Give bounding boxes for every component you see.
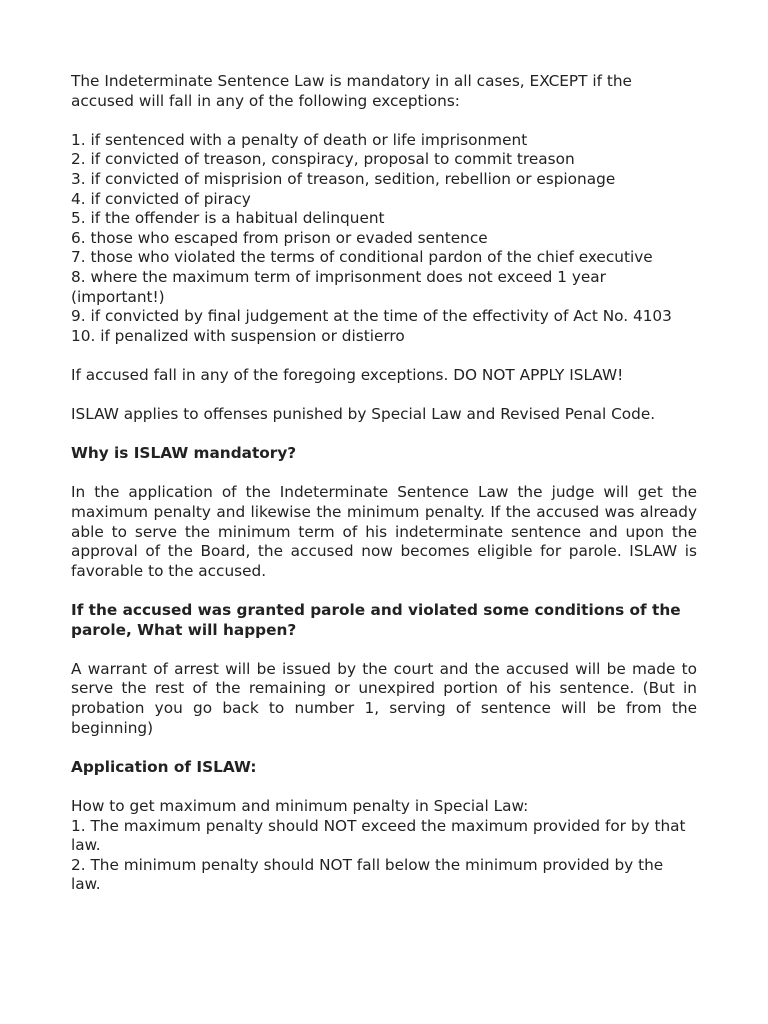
list-item: 4. if convicted of piracy bbox=[71, 189, 251, 208]
list-item: 7. those who violated the terms of conditional pardon of the chief executive bbox=[71, 248, 653, 267]
spacer bbox=[71, 111, 697, 131]
list-item: 1. The maximum penalty should NOT exceed the maximum provided for by that law. bbox=[71, 816, 686, 855]
spacer bbox=[71, 386, 697, 406]
spacer bbox=[71, 640, 697, 660]
application-intro: How to get maximum and minimum penalty in Special Law: bbox=[71, 796, 529, 815]
list-item: 8. where the maximum term of imprisonment does not exceed 1 year (important!) bbox=[71, 267, 606, 306]
list-item: 10. if penalized with suspension or distierro bbox=[71, 326, 405, 345]
spacer bbox=[71, 346, 697, 366]
list-item: 3. if convicted of misprision of treason, sedition, rebellion or espionage bbox=[71, 169, 616, 188]
application-list bbox=[71, 817, 697, 895]
document-page bbox=[71, 72, 697, 895]
list-item: 1. if sentenced with a penalty of death or life imprisonment bbox=[71, 130, 528, 149]
list-item: 2. The minimum penalty should NOT fall below the minimum provided by the law. bbox=[71, 855, 664, 894]
mandatory-paragraph: In the application of the Indeterminate Sentence Law the judge will get the maximum penalty and likewise the minimum penalty. If the accused was already able to serve the minimum term of his indeterminate sentence and upon the approval of the Board, the accused now becomes eligible for parole. ISLAW is favorable to the accused. bbox=[71, 483, 697, 580]
list-item: 2. if convicted of treason, conspiracy, proposal to commit treason bbox=[71, 150, 575, 169]
spacer bbox=[71, 581, 697, 601]
spacer bbox=[71, 464, 697, 484]
heading-application: Application of ISLAW: bbox=[71, 757, 257, 776]
list-item: 6. those who escaped from prison or evaded sentence bbox=[71, 228, 488, 247]
heading-parole: If the accused was granted parole and violated some conditions of the parole, What will happen? bbox=[71, 601, 681, 639]
list-item: 5. if the offender is a habitual delinquent bbox=[71, 209, 385, 228]
spacer bbox=[71, 738, 697, 758]
heading-why-mandatory: Why is ISLAW mandatory? bbox=[71, 444, 297, 463]
warning-paragraph: If accused fall in any of the foregoing exceptions. DO NOT APPLY ISLAW! bbox=[71, 365, 624, 384]
exceptions-list bbox=[71, 131, 697, 347]
spacer bbox=[71, 777, 697, 797]
applies-paragraph: ISLAW applies to offenses punished by Special Law and Revised Penal Code. bbox=[71, 405, 656, 424]
intro-paragraph: The Indeterminate Sentence Law is mandatory in all cases, EXCEPT if the accused will fall in any of the following exceptions: bbox=[71, 72, 632, 110]
list-item: 9. if convicted by final judgement at the time of the effectivity of Act No. 4103 bbox=[71, 307, 672, 326]
spacer bbox=[71, 425, 697, 445]
parole-paragraph: A warrant of arrest will be issued by the court and the accused will be made to serve the rest of the remaining or unexpired portion of his sentence. (But in probation you go back to number 1, serving of sentence will be from the beginning) bbox=[71, 659, 697, 737]
